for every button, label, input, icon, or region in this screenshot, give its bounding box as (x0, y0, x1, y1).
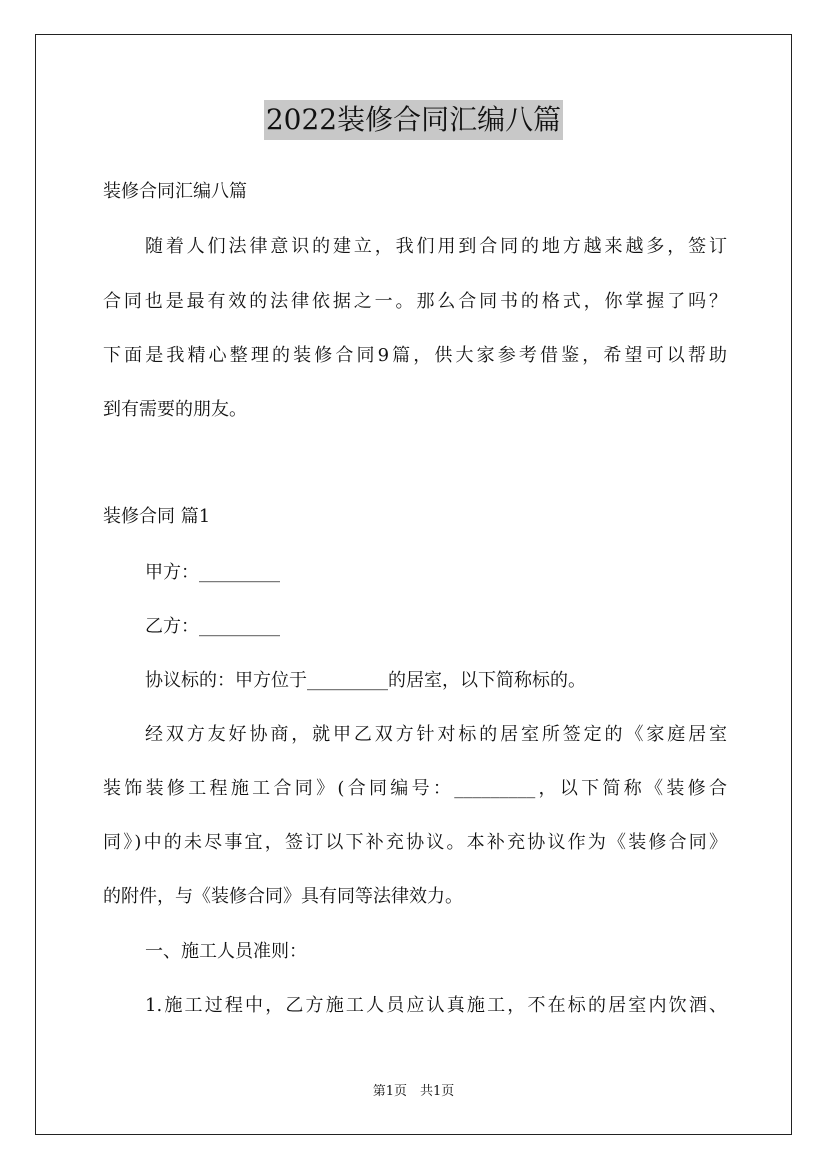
section-heading: 装修合同 篇1 (103, 506, 211, 527)
subject-line: 协议标的：甲方位于_________的居室，以下简称标的。 (145, 670, 586, 691)
party-a-line: 甲方：_________ (145, 562, 280, 583)
intro-line-4: 到有需要的朋友。 (103, 399, 247, 420)
title-container (0, 100, 827, 140)
party-b-line: 乙方：_________ (145, 616, 280, 637)
para-line-1: 经双方友好协商，就甲乙双方针对标的居室所签定的《家庭居室 (145, 724, 727, 745)
clause-heading: 一、施工人员准则： (145, 941, 307, 962)
intro-line-2: 合同也是最有效的法律依据之一。那么合同书的格式，你掌握了吗？ (103, 291, 727, 312)
clause-1-line: 1.施工过程中，乙方施工人员应认真施工，不在标的居室内饮酒、 (145, 995, 727, 1016)
document-title: 2022装修合同汇编八篇 (264, 100, 563, 140)
para-line-2: 装饰装修工程施工合同》(合同编号：_________，以下简称《装修合 (103, 778, 727, 799)
document-subtitle: 装修合同汇编八篇 (103, 181, 247, 202)
para-line-3: 同》)中的未尽事宜，签订以下补充协议。本补充协议作为《装修合同》 (103, 832, 727, 853)
page-footer: 第1页 共1页 (372, 1084, 455, 1099)
intro-line-3: 下面是我精心整理的装修合同9篇，供大家参考借鉴，希望可以帮助 (103, 345, 727, 366)
para-line-4: 的附件，与《装修合同》具有同等法律效力。 (103, 886, 463, 907)
intro-line-1: 随着人们法律意识的建立，我们用到合同的地方越来越多，签订 (145, 236, 727, 257)
